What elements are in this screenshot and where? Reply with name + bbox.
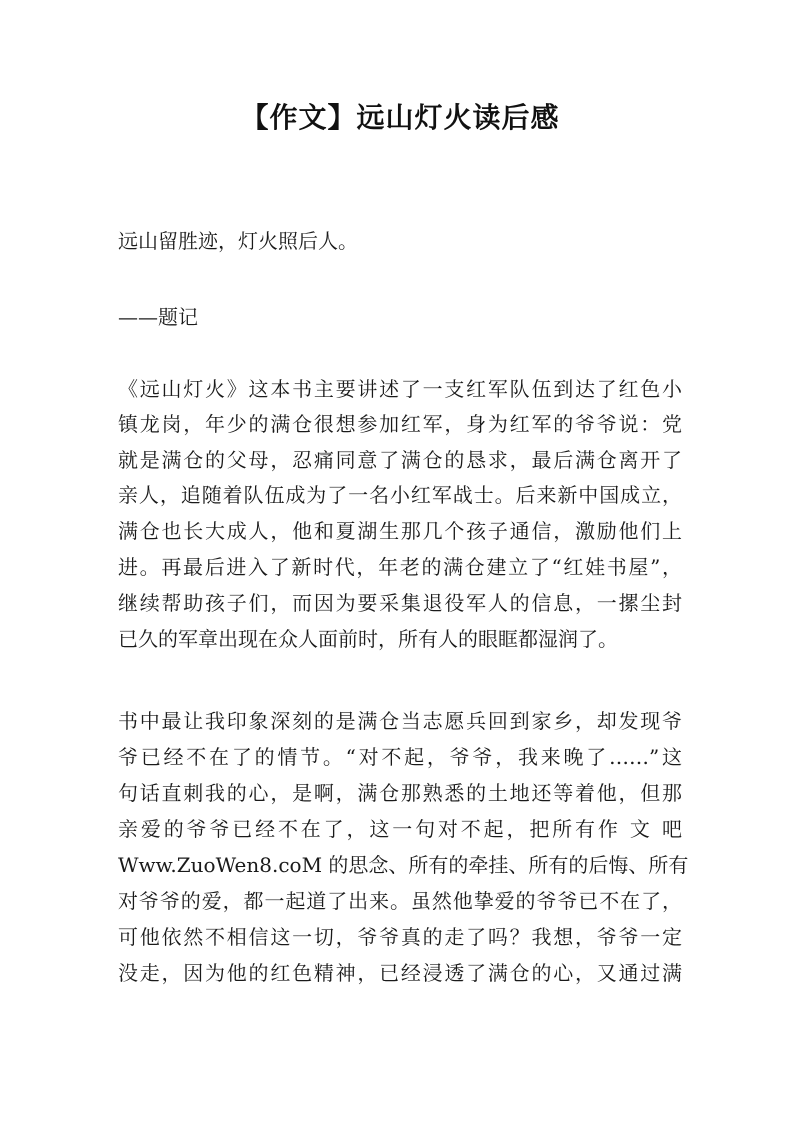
paragraph-1-line: 进。再最后进入了新时代，年老的满仓建立了“红娃书屋”， [118, 555, 682, 579]
paragraph-2-line: Www.ZuoWen8.coM 的思念、所有的牵挂、所有的后悔、所有 [118, 853, 689, 877]
paragraph-2-line: 爷已经不在了的情节。“对不起，爷爷，我来晚了……”这 [118, 745, 682, 769]
paragraph-2-line: 句话直刺我的心，是啊，满仓那熟悉的土地还等着他，但那 [118, 781, 682, 805]
paragraph-2-line: 可他依然不相信这一切，爷爷真的走了吗？我想，爷爷一定 [118, 925, 682, 949]
paragraph-1-line: 《远山灯火》这本书主要讲述了一支红军队伍到达了红色小 [118, 377, 682, 401]
paragraph-1-line: 亲人，追随着队伍成为了一名小红军战士。后来新中国成立， [118, 483, 682, 507]
paragraph-1-line: 满仓也长大成人，他和夏湖生那几个孩子通信，激励他们上 [118, 519, 682, 543]
paragraph-1-line: 继续帮助孩子们，而因为要采集退役军人的信息，一摞尘封 [118, 591, 682, 615]
epigraph-attribution: ——题记 [118, 305, 198, 329]
paragraph-2-line: 书中最让我印象深刻的是满仓当志愿兵回到家乡，却发现爷 [118, 709, 682, 733]
paragraph-1-line: 已久的军章出现在众人面前时，所有人的眼眶都湿润了。 [118, 627, 618, 651]
paragraph-1-line: 镇龙岗，年少的满仓很想参加红军，身为红军的爷爷说：党 [118, 412, 682, 436]
paragraph-2-line: 没走，因为他的红色精神，已经浸透了满仓的心，又通过满 [118, 961, 682, 985]
paragraph-2-line: 对爷爷的爱，都一起道了出来。虽然他挚爱的爷爷已不在了， [118, 889, 682, 913]
paragraph-1-line: 就是满仓的父母，忍痛同意了满仓的恳求，最后满仓离开了 [118, 448, 682, 472]
document-title: 【作文】远山灯火读后感 [240, 101, 560, 134]
paragraph-2-line: 亲爱的爷爷已经不在了，这一句对不起，把所有作 文 吧 [118, 817, 682, 841]
epigraph-line: 远山留胜迹，灯火照后人。 [118, 229, 358, 253]
